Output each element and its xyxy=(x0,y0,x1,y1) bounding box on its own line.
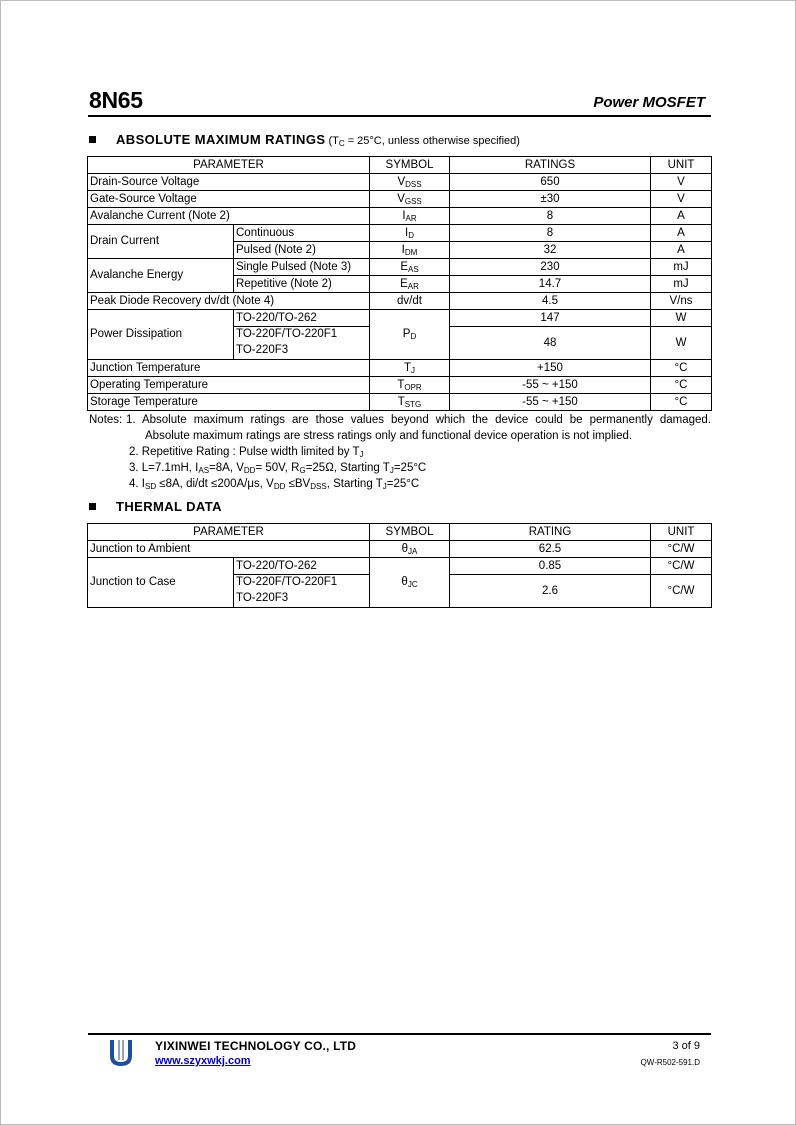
unit-cell: V xyxy=(651,174,712,191)
symbol-cell: dv/dt xyxy=(370,293,450,310)
page-number: 3 of 9 xyxy=(672,1040,700,1052)
symbol-cell: $V_{DSS}$ xyxy=(370,174,450,191)
document-number: QW-R502-591.D xyxy=(640,1058,700,1067)
note-1: Notes: 1. Absolute maximum ratings are those values beyond which the device could be permanently damaged. xyxy=(89,414,711,426)
param-cell: Gate-Source Voltage xyxy=(88,191,370,208)
symbol-cell: $E_{AS}$ xyxy=(370,259,450,276)
table-row xyxy=(88,191,712,208)
col-header-symbol: SYMBOL xyxy=(370,157,450,174)
value-cell: 0.85 xyxy=(450,558,651,575)
unit-cell: W xyxy=(651,310,712,327)
thermal-title: THERMAL DATA xyxy=(116,499,222,514)
value-cell: 4.5 xyxy=(450,293,651,310)
group-cell: Drain Current xyxy=(88,225,234,259)
col-header-rating: RATING xyxy=(450,524,651,541)
condition-cell: Pulsed (Note 2) xyxy=(234,242,370,259)
note-3: 3. L=7.1mH, $I_{AS}=8A$, $V_{DD}= 50V$, $R_G=25\Omega$, Starting $T_J=25^\circ C$ xyxy=(129,462,427,475)
table-row xyxy=(88,394,712,411)
param-cell: Peak Diode Recovery dv/dt (Note 4) xyxy=(88,293,370,310)
param-cell: Storage Temperature xyxy=(88,394,370,411)
unit-cell: mJ xyxy=(651,276,712,293)
param-cell: Avalanche Current (Note 2) xyxy=(88,208,370,225)
group-cell: Avalanche Energy xyxy=(88,259,234,293)
abs-max-table xyxy=(87,156,712,411)
condition-cell: Repetitive (Note 2) xyxy=(234,276,370,293)
unit-cell: °C xyxy=(651,394,712,411)
value-cell: -55 ~ +150 xyxy=(450,377,651,394)
value-cell: 48 xyxy=(450,327,651,360)
value-cell: 147 xyxy=(450,310,651,327)
table-row xyxy=(88,293,712,310)
value-cell: 2.6 xyxy=(450,575,651,608)
footer-rule xyxy=(88,1033,711,1035)
note-1-continued: Absolute maximum ratings are stress ratings only and functional device operation is not implied. xyxy=(145,430,633,442)
unit-cell: A xyxy=(651,208,712,225)
symbol-cell: $\theta_{JC}$ xyxy=(370,558,450,608)
value-cell: +150 xyxy=(450,360,651,377)
col-header-parameter: PARAMETER xyxy=(88,524,370,541)
symbol-cell: $I_{AR}$ xyxy=(370,208,450,225)
param-cell: Drain-Source Voltage xyxy=(88,174,370,191)
value-cell: 14.7 xyxy=(450,276,651,293)
condition-cell: TO-220F/TO-220F1 TO-220F3 xyxy=(234,575,370,608)
value-cell: 8 xyxy=(450,208,651,225)
unit-cell: V xyxy=(651,191,712,208)
note-2: 2. Repetitive Rating : Pulse width limited by $T_J$ xyxy=(129,446,364,459)
value-cell: -55 ~ +150 xyxy=(450,394,651,411)
unit-cell: mJ xyxy=(651,259,712,276)
symbol-cell: $\theta_{JA}$ xyxy=(370,541,450,558)
unit-cell: W xyxy=(651,327,712,360)
condition-cell: TO-220/TO-262 xyxy=(234,558,370,575)
table-row xyxy=(88,259,712,276)
table-row xyxy=(88,208,712,225)
abs-max-heading xyxy=(89,132,520,147)
col-header-ratings: RATINGS xyxy=(450,157,651,174)
symbol-cell: $T_{STG}$ xyxy=(370,394,450,411)
symbol-cell: $E_{AR}$ xyxy=(370,276,450,293)
condition-cell: Single Pulsed (Note 3) xyxy=(234,259,370,276)
unit-cell: A xyxy=(651,242,712,259)
part-number: 8N65 xyxy=(89,87,143,113)
condition-cell: TO-220F/TO-220F1 TO-220F3 xyxy=(234,327,370,360)
col-header-symbol: SYMBOL xyxy=(370,524,450,541)
col-header-parameter: PARAMETER xyxy=(88,157,370,174)
symbol-cell: $I_{DM}$ xyxy=(370,242,450,259)
value-cell: ±30 xyxy=(450,191,651,208)
value-cell: 32 xyxy=(450,242,651,259)
param-cell: Junction Temperature xyxy=(88,360,370,377)
note-4: 4. $I_{SD} \le 8A$, di/dt ≤200A/μs, $V_{DD} \le BV_{DSS}$, Starting $T_J=25^\circ C$ xyxy=(129,478,420,491)
table-row xyxy=(88,541,712,558)
notes-block xyxy=(89,412,711,492)
value-cell: 62.5 xyxy=(450,541,651,558)
value-cell: 230 xyxy=(450,259,651,276)
header-rule xyxy=(88,115,711,117)
symbol-cell: $T_J$ xyxy=(370,360,450,377)
section-bullet xyxy=(89,136,96,143)
unit-cell: °C xyxy=(651,377,712,394)
col-header-unit: UNIT xyxy=(651,524,712,541)
condition-cell: TO-220/TO-262 xyxy=(234,310,370,327)
unit-cell: °C xyxy=(651,360,712,377)
group-cell: Power Dissipation xyxy=(88,310,234,360)
table-header-row xyxy=(88,157,712,174)
table-row xyxy=(88,377,712,394)
unit-cell: A xyxy=(651,225,712,242)
table-row xyxy=(88,360,712,377)
table-row xyxy=(88,225,712,242)
device-type: Power MOSFET xyxy=(593,94,705,111)
symbol-cell: $I_D$ xyxy=(370,225,450,242)
table-row xyxy=(88,310,712,327)
website-link[interactable]: www.szyxwkj.com xyxy=(155,1055,251,1067)
condition-cell: Continuous xyxy=(234,225,370,242)
param-cell: Junction to Ambient xyxy=(88,541,370,558)
symbol-cell: $V_{GSS}$ xyxy=(370,191,450,208)
unit-cell: °C/W xyxy=(651,558,712,575)
col-header-unit: UNIT xyxy=(651,157,712,174)
section-bullet xyxy=(89,503,96,510)
unit-cell: V/ns xyxy=(651,293,712,310)
unit-cell: °C/W xyxy=(651,575,712,608)
table-row xyxy=(88,174,712,191)
symbol-cell: $P_D$ xyxy=(370,310,450,360)
group-cell: Junction to Case xyxy=(88,558,234,608)
thermal-heading xyxy=(89,499,222,514)
value-cell: 8 xyxy=(450,225,651,242)
param-cell: Operating Temperature xyxy=(88,377,370,394)
value-cell: 650 xyxy=(450,174,651,191)
symbol-cell: $T_{OPR}$ xyxy=(370,377,450,394)
company-name: YIXINWEI TECHNOLOGY CO., LTD xyxy=(155,1039,357,1053)
table-row xyxy=(88,558,712,575)
abs-max-condition: ($T_C = 25^\circ C$, unless otherwise specified) xyxy=(325,135,520,148)
table-header-row xyxy=(88,524,712,541)
company-logo-icon xyxy=(107,1038,135,1068)
notes-label: Notes: xyxy=(89,414,123,426)
abs-max-title: ABSOLUTE MAXIMUM RATINGS xyxy=(116,132,326,147)
thermal-table xyxy=(87,523,712,608)
unit-cell: °C/W xyxy=(651,541,712,558)
